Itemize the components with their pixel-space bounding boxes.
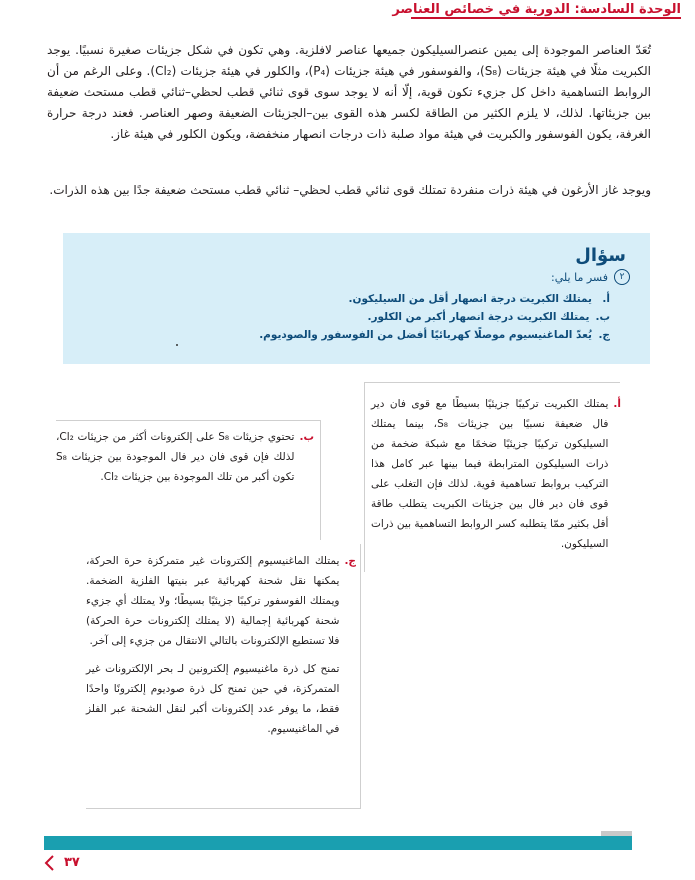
answer-a-frame-line: [364, 382, 365, 572]
answer-b-frame-line: [56, 420, 321, 421]
question-item-letter: أ.: [602, 293, 610, 305]
page-number: ٣٧: [64, 855, 80, 870]
body-paragraph-2: ويوجد غاز الأرغون في هيئة ذرات منفردة تمتلك قوى ثنائي قطب لحظي– ثنائي قطب مستحث ضعيفة جدًا بين هذه الذرات.: [49, 183, 651, 197]
answer-b-frame-line: [320, 420, 321, 540]
question-item: [259, 290, 610, 308]
question-number-badge: ٢: [614, 269, 630, 285]
question-item-text: يُعدّ الماغنيسيوم موصلًا كهربائيًا أفضل من الفوسفور والصوديوم.: [259, 329, 592, 341]
chevron-left-icon[interactable]: [40, 853, 60, 873]
footer-bar: [44, 836, 632, 850]
answer-a-frame-line: [364, 382, 620, 383]
page-header: [0, 0, 695, 22]
question-item-letter: ج.: [598, 329, 610, 341]
answer-a: [371, 394, 621, 554]
answer-b: [56, 427, 314, 487]
question-item: [259, 308, 610, 326]
question-item-text: يمتلك الكبريت درجة انصهار أكبر من الكلور.: [367, 311, 590, 323]
answer-a-letter: أ.: [613, 398, 621, 410]
answer-c: [86, 551, 356, 747]
answer-c-letter: ج.: [344, 555, 356, 567]
body-paragraph-1: تُعَدّ العناصر الموجودة إلى يمين عنصرالسيليكون جميعها عناصر لافلزية. وهي تكون في شكل جزيئات صغيرة نسبيًا. يوجد الكبريت مثلًا في هيئة جزيئات (S₈)، والفوسفور في هيئة جزيئات (P₄)، والكلور في هيئة جزيئات (Cl₂). وعلى الرغم من أن الروابط التساهمية داخل كل جزيء تكون قوية، إلّا أنه لا يوجد سوى قوى ثنائي قطب لحظي–ثنائي قطب مستحث ضعيفة بين جزيئاتها. لذلك، لا يلزم الكثير من الطاقة لكسر هذه القوى بين–الجزيئات الضعيفة وصهر العناصر. فعند درجة حرارة الغرفة، يكون الفوسفور والكبريت في هيئة مواد صلبة ذات درجات انصهار منخفضة، ويكون الكلور في هيئة غاز.: [47, 43, 652, 141]
question-box: [63, 233, 650, 364]
header-underline: [411, 17, 681, 19]
answer-c-frame-line: [86, 808, 361, 809]
answer-b-text: تحتوي جزيئات S₈ على إلكترونات أكثر من جزيئات Cl₂، لذلك فإن قوى فان دير فال الموجودة بين جزيئات S₈ تكون أكبر من تلك الموجودة بين جزيئات Cl₂.: [56, 431, 295, 483]
unit-title: الوحدة السادسة: الدورية في خصائص العناصر: [392, 2, 681, 17]
question-item-text: يمتلك الكبريت درجة انصهار أقل من السيليكون.: [348, 293, 592, 305]
stray-dot: [176, 344, 178, 346]
answer-c-body: [86, 551, 339, 747]
question-item-letter: ب.: [595, 311, 610, 323]
answer-c-text-1: يمتلك الماغنيسيوم إلكترونات غير متمركزة حرة الحركة، يمكنها نقل شحنة كهربائية عبر بنيتها الفلزية الضخمة. ويمتلك الفوسفور تركيبًا جزيئيًا بسيطًا؛ ولا يمتلك أي جزيء شحنة كهربائية إجمالية (لا يمتلك إلكترونات حرة الحركة) فلا تستطيع الإلكترونات بالتالي الانتقال من جزيء إلى آخر.: [86, 555, 340, 647]
question-header: [551, 269, 630, 285]
question-prompt: فسر ما يلي:: [551, 270, 608, 284]
answer-a-text: يمتلك الكبريت تركيبًا جزيئيًا بسيطًا مع قوى فان دير فال ضعيفة نسبيًا بين جزيئات S₈، بينما يمتلك السيليكون تركيبًا جزيئيًا ضخمًا مع شبكة ضخمة من ذرات السيليكون المترابطة فيما بينها عبر كامل هذا التركيب بروابط تساهمية قوية. لذلك فإن التغلب على قوى فان دير فال بين جزيئات الكبريت يتطلب طاقة أقل بكثير ممّا يتطلبه كسر الروابط التساهمية بين ذرات السيليكون.: [371, 398, 609, 550]
question-item: [259, 326, 610, 344]
question-items: [259, 290, 610, 344]
answer-b-letter: ب.: [299, 431, 314, 443]
question-title: سؤال: [575, 245, 626, 266]
answer-c-text-2: تمنح كل ذرة ماغنيسيوم إلكترونين لـ بحر الإلكترونات غير المتمركزة، في حين تمنح كل ذرة صوديوم إلكترونًا واحدًا فقط، ما يوفر عدد إلكترونات أكبر لنقل الشحنة عبر الفلز في الماغنيسيوم.: [86, 663, 340, 735]
answer-c-frame-line: [360, 544, 361, 809]
